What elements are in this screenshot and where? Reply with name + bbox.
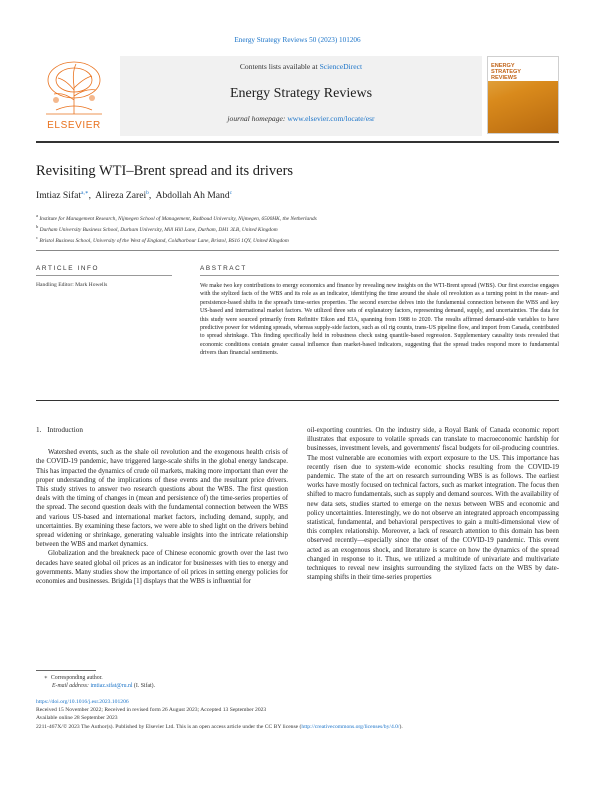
affiliation bbox=[36, 212, 559, 223]
affiliations bbox=[36, 212, 559, 244]
contents-line bbox=[120, 62, 482, 71]
email-label: E-mail address: bbox=[52, 683, 91, 689]
publisher-name: ELSEVIER bbox=[47, 120, 101, 131]
elsevier-tree-icon bbox=[36, 56, 112, 118]
section-number: 1. bbox=[36, 426, 42, 434]
section-title: Introduction bbox=[47, 426, 83, 434]
available-online: Available online 28 September 2023 bbox=[36, 715, 118, 722]
journal-banner bbox=[120, 56, 482, 136]
homepage-line bbox=[120, 114, 482, 123]
affiliation bbox=[36, 223, 559, 234]
right-column bbox=[307, 426, 559, 582]
author-list: Imtiaz Sifat$^{a,∗}$, Alireza Zarei$^b$, Abdollah Ah Mand$^c$ bbox=[36, 190, 233, 202]
corresponding-footnote bbox=[44, 674, 155, 682]
cover-title: ENERGY STRATEGY REVIEWS bbox=[491, 63, 522, 81]
affiliation-text: Durham University Business School, Durham University, Mill Hill Lane, Durham, DH1 3LB, United Kingdom bbox=[39, 226, 278, 233]
received-dates: Received 15 November 2022; Received in revised form 26 August 2023; Accepted 13 September 2023 bbox=[36, 707, 267, 714]
article-title: Revisiting WTI–Brent spread and its drivers bbox=[36, 163, 294, 179]
footnote-rule bbox=[36, 670, 96, 671]
email-link[interactable]: imtiaz.sifat@ru.nl bbox=[90, 683, 133, 689]
abstract-label: ABSTRACT bbox=[200, 265, 247, 272]
header-rule bbox=[36, 141, 559, 143]
author-marks[interactable]: c bbox=[229, 190, 233, 196]
author-marks[interactable]: b bbox=[146, 190, 149, 196]
homepage-link[interactable]: www.elsevier.com/locate/esr bbox=[287, 114, 375, 123]
journal-cover-image[interactable] bbox=[487, 56, 559, 134]
abstract-end-rule bbox=[36, 400, 559, 401]
affiliation-text: Bristol Business School, University of the West of England, Coldharbour Lane, Bristol, BS16 1QY, United Kingdom bbox=[39, 237, 289, 244]
email-suffix: (I. Sifat). bbox=[132, 683, 156, 689]
affiliation-rule bbox=[36, 250, 559, 251]
footnotes bbox=[44, 674, 155, 690]
article-info-rule bbox=[36, 275, 172, 276]
doi-link[interactable]: https://doi.org/10.1016/j.esr.2023.101206 bbox=[36, 699, 129, 705]
elsevier-logo bbox=[36, 56, 112, 134]
section-heading bbox=[36, 426, 288, 435]
body-paragraph: Globalization and the breakneck pace of Chinese economic growth over the last two decades have seated global oil prices as an indicator for businesses with ties to energy and governments. Many studies show the importance of oil prices in setting energy policies for economies and businesses. Brigida [1] displays that the WBS is influential for bbox=[36, 550, 288, 586]
author-name[interactable]: Alireza Zarei bbox=[95, 190, 147, 202]
footnote-mark: ∗ bbox=[44, 675, 48, 681]
license-prefix: 2211-467X/© 2023 The Author(s). Published by Elsevier Ltd. This is an open access article under the CC BY license ( bbox=[36, 723, 302, 730]
affiliation-mark: a bbox=[36, 213, 38, 218]
journal-header bbox=[36, 56, 559, 136]
license-suffix: ). bbox=[399, 723, 403, 730]
affiliation-text: Institute for Management Research, Nijmegen School of Management, Radboud University, Nijmegen, 6500HK, the Netherlands bbox=[39, 215, 317, 222]
body-paragraph: Watershed events, such as the shale oil revolution and the exogenous health crisis of the COVID-19 pandemic, have triggered large-scale shifts in the global energy landscape. This has impacted the dynamics of crude oil markets, making more important than ever the proper understanding of the implications of these events and the resultant price drivers. This study strives to answer two research questions about the WBS. The first question deals with the timing of changes in (mean and persistence of) the time-series properties of the spread. The second question deals with the fundamental connection between the WBS and various US-based and international market factors, including demand, supply, and uncertainties. By examining these factors, we were able to shed light on the drivers behind spread widening or shrinkage, generating valuable insights into the intricate relationship between the WBS and market dynamics. bbox=[36, 449, 288, 549]
contents-prefix: Contents lists available at bbox=[239, 62, 320, 71]
abstract-text: We make two key contributions to energy economics and finance by revealing new insights on the WTI-Brent spread (WBS). Our first exercise engages with the stylized facts of the WBS and its role as an indicator, identifying the time around the shale oil revolution as a turning point in the mean- and persistence-based shifts in the spread's time-series properties. The second exercise delves into the fundamental connection between the WBS and key US-based and international market factors. We utilized three sets of explanatory factors, representing demand, supply, and uncertainties. The data for this study were sourced primarily from Refinitiv Eikon and EIA, spanning from 1988 to 2020. The results affirmed demand-side variables to have predictive power for widening spreads, whereas supply-side factors, such as oil rig counts, trans-US pipeline flow, and import from Canada, contributed to spread shrinkage. This finding specifically held in robustness check using quantile-based regression. Supplementary causality tests revealed that economic conditions contain greater causal influence than market-based indicators, suggesting that the spread trades respond more to fundamental drivers than financial sentiments. bbox=[200, 283, 559, 357]
email-footnote bbox=[44, 682, 155, 690]
article-info-label: ARTICLE INFO bbox=[36, 265, 100, 272]
affiliation-mark: c bbox=[36, 234, 38, 240]
license-line bbox=[36, 723, 559, 731]
author-name[interactable]: Imtiaz Sifat bbox=[36, 190, 82, 202]
journal-title: Energy Strategy Reviews bbox=[229, 86, 373, 101]
footnote-text: Corresponding author. bbox=[50, 675, 103, 681]
abstract-rule bbox=[200, 275, 559, 276]
body-paragraph: oil-exporting countries. On the industry side, a Royal Bank of Canada economic report illustrates that exposure to volatile spreads can translate to macroeconomic hardship for businesses, investment levels, and governments' fiscal budgets for oil-producing countries. The most vulnerable are economies with export exposure to the US. This importance has recently risen due to system-wide economic shocks resulting from the COVID-19 pandemic. The state of the art on research surrounding WBS is as follows. The earliest works have mostly focused on technical factors, such as market integration. The focus then shifted to macro fundamentals, such as supply and demand sources. With the availability of new data sets, studies started to emerge on the nexus between WBS and economic and policy uncertainties. Interestingly, we do not observe an integrated approach encompassing statistical, fundamental, and behavioral perspectives to gain a multi-dimensional view of this complex relationship. Moreover, a lack of research attention to this domain has been observed recently—especially since the onset of the COVID-19 pandemic. This event acted as an exogenous shock, and literature is scarce on how the dynamics of the spread changed in response to it. Thus, we utilized a multitude of univariate and multivariate techniques to reveal new insights surrounding the stylized facts on the WBS by date-stamping shifts in their time-series properties bbox=[307, 427, 559, 582]
affiliation bbox=[36, 234, 559, 245]
publication-details bbox=[36, 698, 559, 731]
sciencedirect-link[interactable]: ScienceDirect bbox=[319, 62, 363, 71]
left-column bbox=[36, 426, 288, 586]
journal-reference[interactable]: Energy Strategy Reviews 50 (2023) 101206 bbox=[234, 36, 361, 44]
author-name[interactable]: Abdollah Ah Mand bbox=[155, 190, 230, 202]
license-link[interactable]: http://creativecommons.org/licenses/by/4.0/ bbox=[301, 723, 400, 730]
author-marks[interactable]: a,∗ bbox=[81, 190, 89, 196]
affiliation-mark: b bbox=[36, 223, 39, 229]
homepage-label: journal homepage: bbox=[227, 114, 288, 123]
handling-editor: Handling Editor: Mark Howells bbox=[36, 282, 108, 288]
